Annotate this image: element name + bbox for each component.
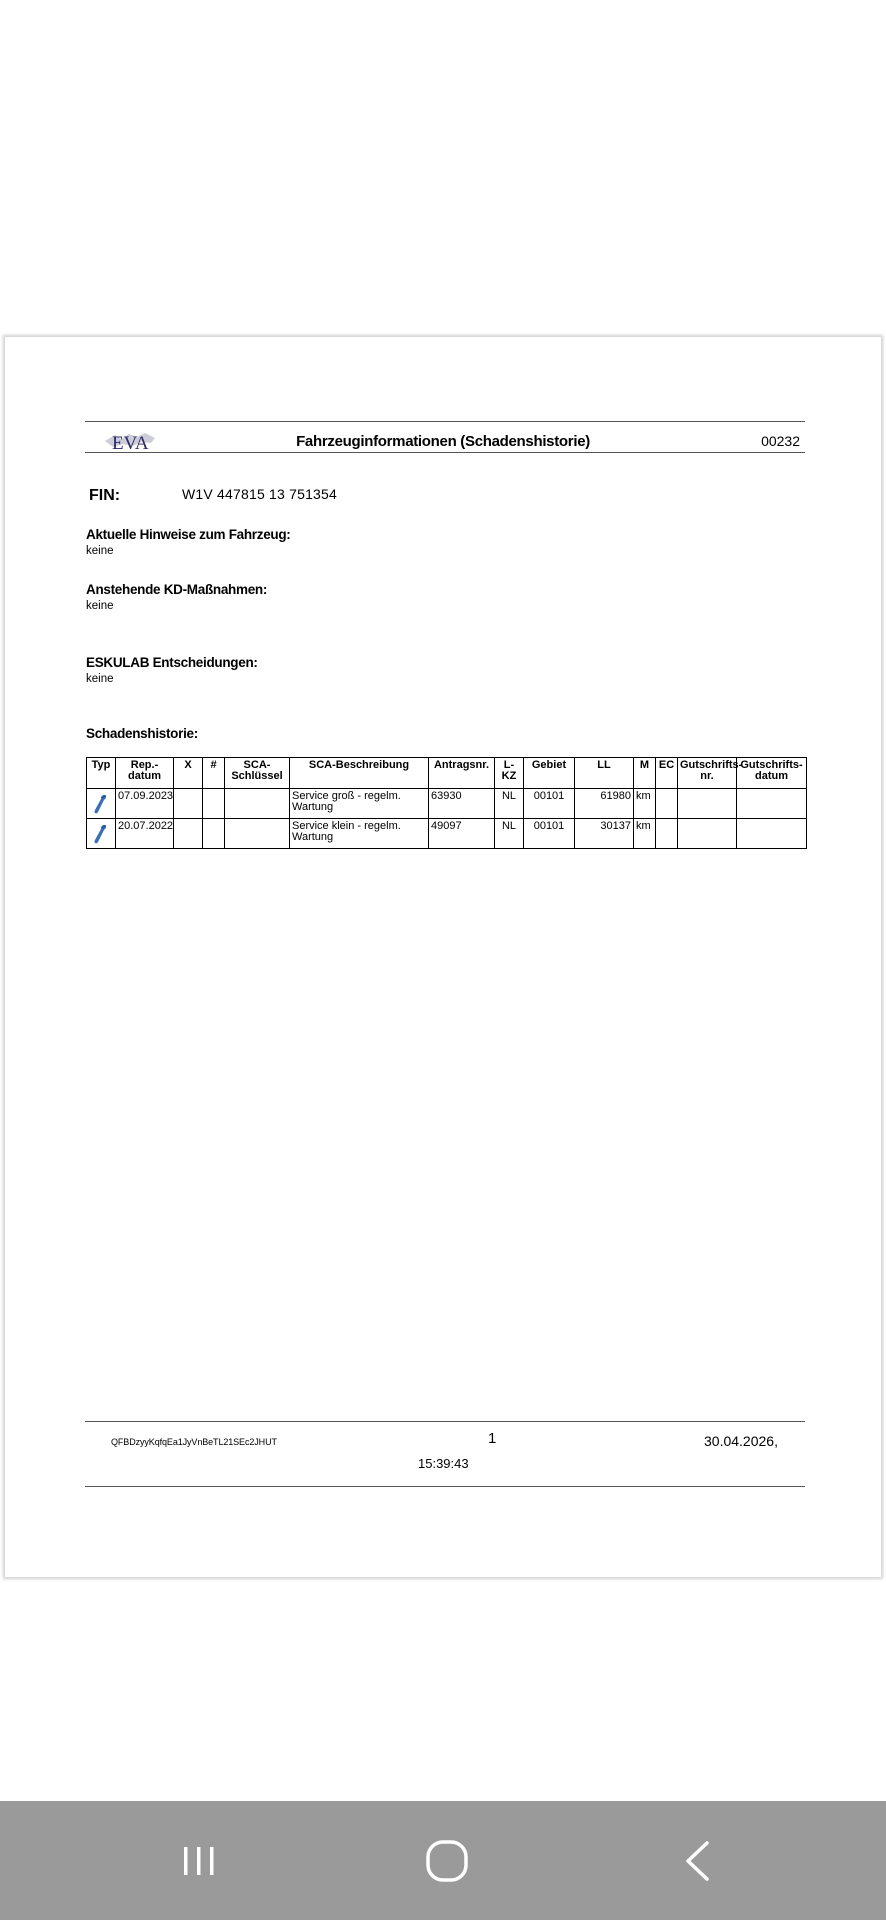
recent-apps-button[interactable] bbox=[164, 1826, 234, 1896]
col-header-sca-desc: SCA-Beschreibung bbox=[290, 758, 429, 789]
cell-x bbox=[174, 819, 203, 849]
footer-date: 30.04.2026, bbox=[704, 1433, 778, 1449]
cell-sca-key bbox=[225, 819, 290, 849]
section-value-eskulab: keine bbox=[86, 673, 114, 685]
col-header-rep-datum: Rep.-datum bbox=[116, 758, 174, 789]
col-header-gs-datum: Gutschrifts-datum bbox=[737, 758, 807, 789]
cell-antragsnr: 49097 bbox=[429, 819, 495, 849]
header-top-rule bbox=[85, 421, 805, 422]
cell-gebiet: 00101 bbox=[524, 789, 575, 819]
cell-x bbox=[174, 789, 203, 819]
cell-gs-nr bbox=[678, 789, 737, 819]
footer-page-number: 1 bbox=[488, 1430, 497, 1447]
col-header-typ: Typ bbox=[87, 758, 116, 789]
footer-top-rule bbox=[85, 1421, 805, 1422]
footer-bottom-rule bbox=[85, 1486, 805, 1487]
cell-gebiet: 00101 bbox=[524, 819, 575, 849]
col-header-ec: EC bbox=[656, 758, 678, 789]
cell-antragsnr: 63930 bbox=[429, 789, 495, 819]
col-header-antragsnr: Antragsnr. bbox=[429, 758, 495, 789]
cell-sca-desc: Service groß - regelm. Wartung bbox=[290, 789, 429, 819]
col-header-gs-nr: Gutschrifts-nr. bbox=[678, 758, 737, 789]
cell-m: km bbox=[634, 789, 656, 819]
cell-ec bbox=[656, 819, 678, 849]
home-button[interactable] bbox=[412, 1826, 482, 1896]
cell-typ bbox=[87, 789, 116, 819]
col-header-x: X bbox=[174, 758, 203, 789]
col-header-lkz: L-KZ bbox=[495, 758, 524, 789]
cell-typ bbox=[87, 819, 116, 849]
section-title-kd-massnahmen: Anstehende KD-Maßnahmen: bbox=[86, 582, 268, 597]
document-page bbox=[5, 337, 881, 1577]
section-value-hinweise: keine bbox=[86, 545, 114, 557]
system-navigation-bar bbox=[0, 1801, 886, 1920]
cell-gs-datum bbox=[737, 819, 807, 849]
col-header-gebiet: Gebiet bbox=[524, 758, 575, 789]
cell-rep-datum: 20.07.2022 bbox=[116, 819, 174, 849]
col-header-ll: LL bbox=[575, 758, 634, 789]
col-header-hash: # bbox=[203, 758, 225, 789]
wrench-icon bbox=[93, 823, 109, 845]
eva-logo-text: EVA bbox=[112, 433, 149, 454]
footer-code: QFBDzyyKqfqEa1JyVnBeTL21SEc2JHUT bbox=[111, 1437, 277, 1447]
cell-m: km bbox=[634, 819, 656, 849]
home-icon bbox=[412, 1826, 482, 1896]
cell-sca-key bbox=[225, 789, 290, 819]
header-bottom-rule bbox=[85, 452, 805, 453]
cell-ll: 61980 bbox=[575, 789, 634, 819]
cell-rep-datum: 07.09.2023 bbox=[116, 789, 174, 819]
section-title-eskulab: ESKULAB Entscheidungen: bbox=[86, 655, 258, 670]
cell-lkz: NL bbox=[495, 819, 524, 849]
back-icon bbox=[660, 1826, 730, 1896]
cell-gs-datum bbox=[737, 789, 807, 819]
back-button[interactable] bbox=[660, 1826, 730, 1896]
damage-history-table bbox=[86, 757, 807, 849]
cell-hash bbox=[203, 789, 225, 819]
section-value-kd-massnahmen: keine bbox=[86, 600, 114, 612]
col-header-m: M bbox=[634, 758, 656, 789]
footer-time: 15:39:43 bbox=[418, 1456, 469, 1471]
cell-ec bbox=[656, 789, 678, 819]
cell-gs-nr bbox=[678, 819, 737, 849]
table-header-row bbox=[87, 758, 807, 789]
history-title: Schadenshistorie: bbox=[86, 726, 198, 741]
document-number: 00232 bbox=[761, 433, 800, 449]
table-row bbox=[87, 819, 807, 849]
col-header-sca-key: SCA-Schlüssel bbox=[225, 758, 290, 789]
document-title: Fahrzeuginformationen (Schadenshistorie) bbox=[296, 433, 590, 450]
cell-lkz: NL bbox=[495, 789, 524, 819]
fin-label: FIN: bbox=[89, 487, 121, 504]
wrench-icon bbox=[93, 793, 109, 815]
cell-hash bbox=[203, 819, 225, 849]
recent-apps-icon bbox=[164, 1826, 234, 1896]
table-row bbox=[87, 789, 807, 819]
section-title-hinweise: Aktuelle Hinweise zum Fahrzeug: bbox=[86, 527, 291, 542]
fin-value: W1V 447815 13 751354 bbox=[182, 486, 338, 502]
cell-ll: 30137 bbox=[575, 819, 634, 849]
cell-sca-desc: Service klein - regelm. Wartung bbox=[290, 819, 429, 849]
